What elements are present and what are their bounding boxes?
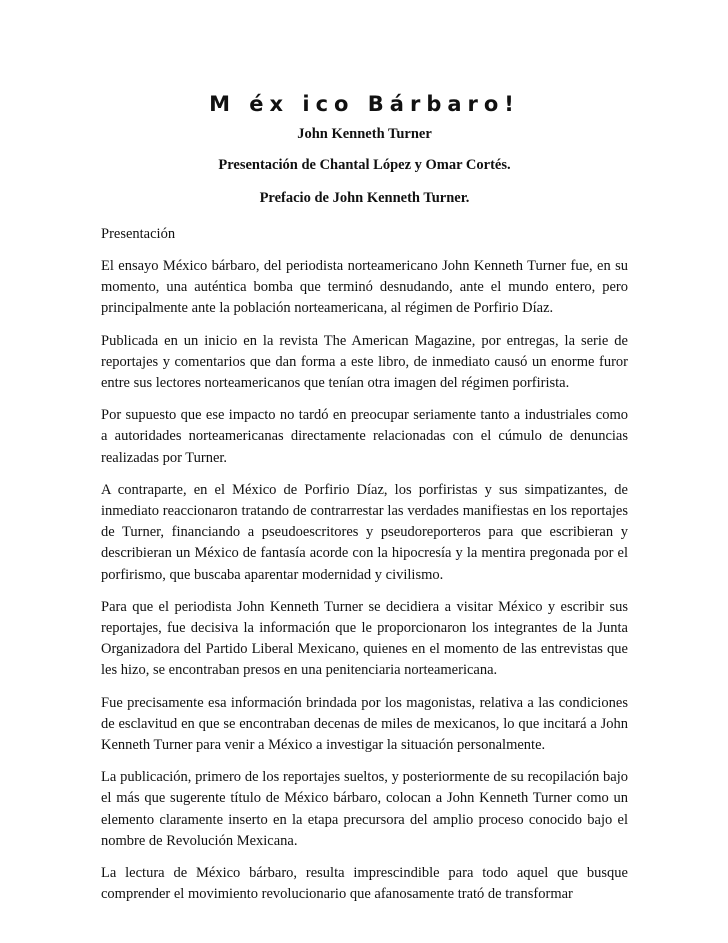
paragraph: A contraparte, en el México de Porfirio Díaz, los porfiristas y sus simpatizantes, de inmediato reaccionaron tratando de contrarrestar las verdades manifiestas en los reportajes de Turner, financiando a pseudoescritores y pseudoreporteros para que escribieran y describieran un México de fantasía acorde con la hipocresía y la mentira pregonada por el porfirismo, que buscaba aparentar modernidad y civilismo. <box>101 481 628 583</box>
paragraph: El ensayo México bárbaro, del periodista norteamericano John Kenneth Turner fue, en su momento, una auténtica bomba que terminó desnudando, ante el mundo entero, pero principalmente ante la población norteamericana, al régimen de Porfirio Díaz. <box>101 258 628 317</box>
paragraph: Publicada en un inicio en la revista The American Magazine, por entregas, la serie de reportajes y comentarios que dan forma a este libro, de inmediato causó un enorme furor entre sus lectores norteamericanos que tenían otra imagen del régimen porfirista. <box>101 332 628 392</box>
document-title: M éx ico Bárbaro! <box>209 92 520 116</box>
paragraph: La publicación, primero de los reportajes sueltos, y posteriormente de su recopilación bajo el más que sugerente título de México bárbaro, colocan a John Kenneth Turner como un elemento claramente inserto en la etapa precursora del amplio proceso conocido bajo el nombre de Revolución Mexicana. <box>101 769 628 849</box>
section-heading: Presentación <box>101 226 176 242</box>
author-line: John Kenneth Turner <box>297 126 432 142</box>
paragraph: La lectura de México bárbaro, resulta imprescindible para todo aquel que busque comprender el movimiento revolucionario que afanosamente trató de transformar <box>101 865 628 903</box>
paragraph: Por supuesto que ese impacto no tardó en preocupar seriamente tanto a industriales como a autoridades norteamericanas directamente relacionadas con el cúmulo de denuncias realizadas por Turner. <box>101 407 628 466</box>
prefacio-line: Prefacio de John Kenneth Turner. <box>259 190 470 206</box>
paragraph: Fue precisamente esa información brindada por los magonistas, relativa a las condiciones de esclavitud en que se encontraban decenas de miles de mexicanos, lo que incitará a John Kenneth Turner para venir a México a investigar la situación personalmente. <box>101 694 628 754</box>
presenters-line: Presentación de Chantal López y Omar Cortés. <box>218 157 511 173</box>
paragraph: Para que el periodista John Kenneth Turner se decidiera a visitar México y escribir sus reportajes, fue decisiva la información que le proporcionaron los integrantes de la Junta Organizadora del Partido Liberal Mexicano, quienes en el momento de las entrevistas que les hizo, se encontraban presos en una penitenciaria norteamericana. <box>101 598 628 679</box>
